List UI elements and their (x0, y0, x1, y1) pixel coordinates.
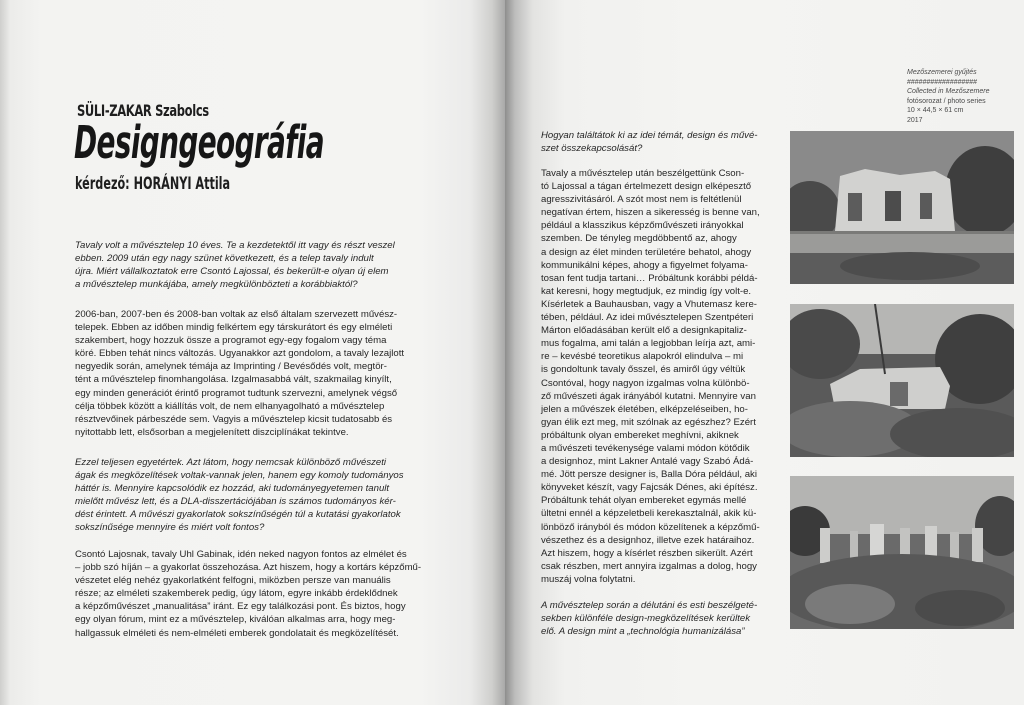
text-line: könyveket készít, vagy Fajcsák Dénes, aki építész. (541, 482, 758, 494)
text-line: a designhoz, mint Lakner Antalé vagy Szabó Ádá- (541, 456, 754, 468)
text-line: szet összekapcsolását? (541, 143, 643, 155)
text-line: Próbáltunk tehát olyan embereket egymás mellé (541, 495, 747, 507)
intro-question (75, 239, 428, 291)
caption-line: 10 × 44,5 × 61 cm (907, 107, 964, 114)
text-line: jelen a művészek életében, elképzeléseiben, ho- (541, 403, 748, 415)
text-line: negyedik során, amelynek témája az Imprinting / Bevésődés volt, megtör- (75, 361, 387, 373)
text-line: A művésztelep során a délutáni és esti beszélgeté- (541, 600, 758, 611)
text-line: kommunikálni képes, ahogy a figyelmet folyama- (541, 259, 748, 271)
text-line: háttér is. Mennyire kapcsolódik ez hozzád, aki tudományegyetemen tanult (75, 483, 390, 495)
text-line: sekben különféle design-megközelítések kerültek (541, 613, 751, 625)
text-line: szemben. De tényleg megdöbbentő az, ahogy (541, 233, 737, 245)
text-line: ültetni ennél a képzeletbeli kerekasztalnál, akik kü- (541, 508, 757, 520)
text-line: célja többek között a kiállítás volt, de nem elhanyagolható a művésztelep (75, 400, 385, 412)
paragraph-lines (75, 456, 428, 535)
text-line: szakembert, hogy hozzuk össze a programot egy-egy fogalom vagy téma (75, 335, 387, 347)
text-line: mé. Jött persze designer is, Balla Dóra például, aki (541, 469, 757, 481)
paragraph-lines (75, 308, 428, 439)
page-edge-shadow (0, 0, 10, 705)
caption-line: 2017 (907, 116, 923, 124)
text-line: Tavaly a művésztelep után beszélgettünk Cson- (541, 168, 745, 179)
text-line: Hogyan találtátok ki az idei témát, design és művé- (541, 130, 758, 141)
article-title: Designgeográfia (74, 116, 324, 169)
text-line: Kísérletek a Bauhausban, vagy a Vhutemasz kere- (541, 298, 757, 310)
ruined-fence-image (790, 476, 1014, 629)
text-line: tént a művésztelep finomhangolása. Izgalmasabbá vált, szakmailag kinyílt, (75, 374, 392, 386)
text-line: a művésztelep munkájába, amely megkülönbözteti a korábbiaktól? (75, 279, 358, 291)
right-question-1 (541, 129, 778, 155)
text-line: hallgassuk elméleti és nem-elméleti emberek gondolatait és megközelítését. (75, 627, 399, 639)
question-paragraph-2 (75, 456, 428, 535)
text-line: ágak és megközelítések voltak-vannak jelen, hanem egy komoly tudományos (75, 470, 404, 482)
text-line: dést érintett. A művészi gyakorlatok sokszínűségén túl a kutatási gyakorlatok (75, 509, 401, 521)
text-line: a képzőművészet „manualitása” iránt. Ez egy találkozási pont. És biztos, hogy (75, 601, 406, 613)
text-line: Csontó Lajosnak, tavaly Uhl Gabinak, idén neked nagyon fontos az elmélet és (75, 549, 407, 560)
photo-caption (907, 68, 1007, 125)
text-line: sokszínűsége mennyire és miért volt fontos? (75, 522, 265, 534)
text-line: ebben. 2009 után egy nagy szünet következett, és a telep tavaly indult (75, 253, 374, 265)
text-line: 2006-ban, 2007-ben és 2008-ban voltak az első általam szervezett művész- (75, 309, 398, 320)
text-line: köré. Ebben tehát nincs változás. Ugyanakkor azt gondolom, a tavaly lezajlott (75, 348, 405, 360)
caption-line: Mezőszemerei gyűjtés (907, 69, 977, 76)
text-line: re – kevésbé teoretikus alapokról elindulva – mi (541, 351, 744, 363)
caption-line: ################## (907, 78, 978, 86)
paragraph-lines (541, 167, 778, 586)
text-line: tosan fent tudja tartani… Próbáltunk korábbi példá- (541, 272, 758, 284)
text-line: a design az élet minden területére behatol, ahogy (541, 246, 752, 258)
text-line: telepek. Ebben az időben mindig felkértem egy társkurátort és egy elméleti (75, 322, 393, 334)
text-line: Márton előadásában került elő a designkapitaliz- (541, 325, 747, 337)
text-line: elő. A design mint a „technológia humanizálása” (541, 626, 745, 638)
text-line: vészetet elég nehéz gyakorlatként felfogni, miközben persze van manuális (75, 575, 391, 587)
answer-paragraph-2 (75, 548, 428, 640)
text-line: kat keresni, hogy megtudjuk, ez mindig így volt-e. (541, 285, 752, 297)
text-line: résztvevőinek párbeszéde sem. Vagyis a művésztelep kicsit tudatosabb és (75, 413, 393, 425)
text-line: agresszivitásáról. A szót most nem is feltétlenül (541, 194, 742, 206)
left-page (0, 0, 505, 705)
paragraph-lines (541, 599, 778, 638)
text-line: Csontóval, hogy nagyon izgalmas volna különbö- (541, 377, 750, 389)
text-line: vészethez és a designhoz, illetve ezek határaihoz. (541, 534, 755, 546)
ruined-house-image (790, 131, 1014, 284)
text-line: – jobb szó híján – a gyakorlat összehozása. Azt hiszem, hogy a kortárs képzőmű- (75, 562, 422, 574)
text-line: gyan élik ezt meg, mit szólnak az egészhez? Ezért (541, 416, 756, 428)
answer-paragraph-1 (75, 308, 428, 439)
text-line: csak részben, mert annyira izgalmas a dolog, hogy (541, 560, 757, 572)
text-line: Azt hiszem, hogy a kísérlet részben sikerült. Azért (541, 547, 753, 559)
paragraph-lines (75, 239, 428, 291)
text-line: negatívan értem, hiszen a sikeresség is benne van, (541, 207, 760, 219)
text-line: lönböző irányból és módon közelítenek a képzőmű- (541, 521, 760, 533)
photo-ruined-fence (790, 476, 1014, 629)
text-line: egy olyan fórum, mint ez a művésztelep, kiválóan alkalmas arra, hogy meg- (75, 614, 396, 626)
text-line: tó Lajossal a tágan értelmezett design elképesztő (541, 181, 752, 193)
text-line: muszáj volna folytatni. (541, 573, 636, 585)
text-line: is gondoltunk tavaly ősszel, és amiről úgy véltük (541, 364, 746, 376)
text-line: például a klasszikus képzőművészeti irányokkal (541, 220, 744, 232)
text-line: ző művészeti ágak irányából kutatni. Mennyire van (541, 390, 756, 402)
photo-ruined-house (790, 131, 1014, 284)
paragraph-lines (541, 129, 778, 155)
interviewer-line: kérdező: HORÁNYI Attila (75, 174, 231, 194)
text-line: nyitottabb lett, elsősorban a megjelenített diszciplínákat tekintve. (75, 426, 349, 438)
text-line: próbáltunk olyan embereket meghívni, akiknek (541, 429, 739, 441)
overgrown-house-image (790, 304, 1014, 457)
author-name: SÜLI-ZAKAR Szabolcs (77, 101, 209, 120)
caption-line: Collected in Mezőszemere (907, 88, 990, 95)
text-line: Ezzel teljesen egyetértek. Azt látom, hogy nemcsak különböző művészeti (75, 457, 387, 468)
text-line: mielőtt művész lett, és a DLA-disszertációjában is számos tudományos kér- (75, 496, 396, 508)
photo-overgrown-house (790, 304, 1014, 457)
text-line: tében, például. Az idei művésztelepen Szentpéteri (541, 312, 754, 324)
caption-line: fotósorozat / photo series (907, 97, 986, 105)
paragraph-lines (75, 548, 428, 640)
text-line: a művészeti tevékenysége valami módon kötődik (541, 442, 750, 454)
text-line: Tavaly volt a művésztelep 10 éves. Te a kezdetektől itt vagy és részt veszel (75, 240, 395, 251)
text-line: mus fogalma, ami talán a legjobban leírja azt, ami- (541, 338, 756, 350)
text-line: része; az elméleti szakemberek pedig, úgy látom, egyre inkább érdeklődnek (75, 588, 398, 600)
right-answer-1 (541, 167, 778, 586)
right-question-2 (541, 599, 778, 638)
text-line: újra. Miért vállalkoztatok erre Csontó Lajossal, és bekerült-e olyan új elem (75, 266, 389, 278)
text-line: egy minden generációt érintő programot tudtunk szervezni, amelynek végső (75, 387, 398, 399)
